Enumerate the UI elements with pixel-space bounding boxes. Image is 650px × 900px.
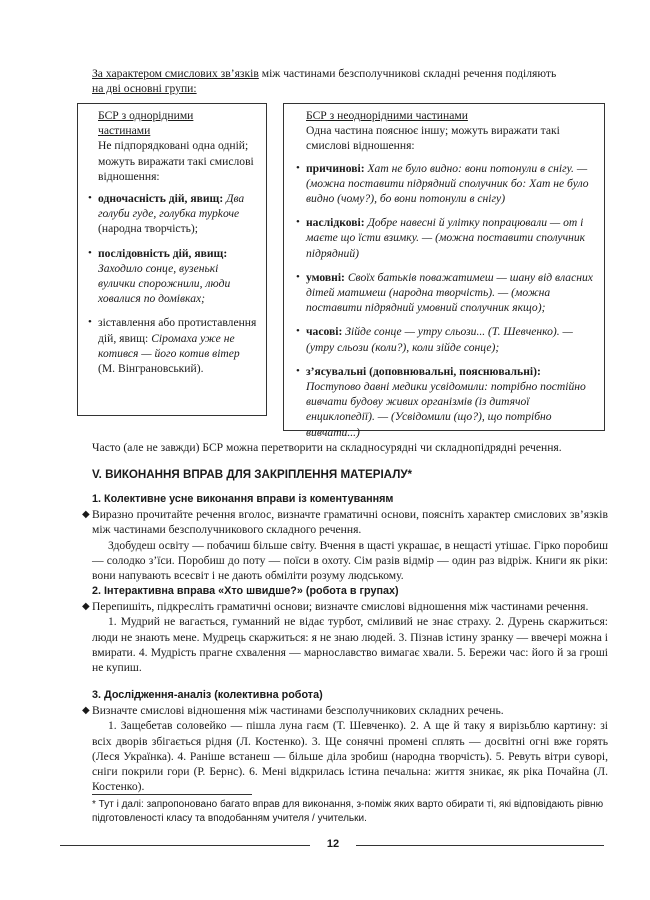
list-item xyxy=(294,215,594,261)
bullet-icon: • xyxy=(296,216,300,229)
bullet-icon: • xyxy=(296,325,300,338)
item-term: причинові: xyxy=(306,161,365,175)
exercise-2-title: 2. Інтерактивна вправа «Хто швидше?» (робота в групах) xyxy=(92,585,399,597)
box-left-desc: Не підпорядковані одна одній; можуть виражати такі смислові відношення: xyxy=(98,139,254,183)
bullet-icon: • xyxy=(296,364,300,377)
item-term: одночасність дій, явищ: xyxy=(98,192,224,206)
list-item xyxy=(294,364,594,440)
exercise-2 xyxy=(82,584,608,675)
page-number: 12 xyxy=(326,838,340,850)
exercise-3-title: 3. Дослідження-аналіз (колективна робота) xyxy=(92,689,323,701)
item-body: Хат не було видно: вони потонули в снігу. — (можна поставити підрядний сполучник бо: Хат не було видно (чому?), бо вони потонули в снігу) xyxy=(306,161,589,206)
item-body: Зійде сонце — утру сльози... (Т. Шевченко). — (утру сльози (коли?), коли зійде сонце); xyxy=(306,325,573,354)
bullet-icon: • xyxy=(88,316,92,329)
list-item xyxy=(86,191,258,237)
exercise-1-text: Здобудеш освіту — побачиш більше світу. Вчення в щасті украшає, в нещасті утішає. Гірко поробиш — солодко з’їси. Поробиш до поту — поїси в охоту. Сім разів відмір — один раз відріж. Книги як ріки: вони напувають всесвіт і не дають обміліти розуму людському. xyxy=(92,538,608,583)
list-item xyxy=(294,270,594,316)
box-right-desc: Одна частина пояснює іншу; можуть виражати такі смислові відношення: xyxy=(306,124,560,153)
exercise-3-task-text: Визначте смислові відношення між частинами безсполучникових складних речень. xyxy=(92,704,504,718)
list-item xyxy=(86,246,258,307)
intro-paragraph xyxy=(92,66,608,96)
item-example: Сіромаха уже не котився — його котив вітер xyxy=(98,331,240,360)
exercise-3 xyxy=(82,688,608,794)
item-source: (народна творчість); xyxy=(98,222,199,236)
diamond-icon: ◆ xyxy=(82,705,90,717)
exercise-2-task xyxy=(82,599,608,614)
footnote: * Тут і далі: запропоновано багато вправ для виконання, з-поміж яких варто обирати ті, які відповідають рівню підготовленості класу та вподобанням учителя / учительки. xyxy=(92,799,604,824)
list-item xyxy=(86,315,258,376)
box-right-list xyxy=(294,161,594,440)
box-left-list xyxy=(86,191,258,376)
box-right-title: БСР з неоднорідними частинами xyxy=(306,109,468,122)
bullet-icon: • xyxy=(88,246,92,259)
box-homogeneous xyxy=(77,103,267,416)
exercise-2-text: 1. Мудрий не вагається, гуманний не відає турбот, сміливий не знає страху. 2. Дурень скаржиться: люди не знають мене. Мудрець скаржиться: я не знаю людей. 3. Пізнав істину зранку — ввечері можна і вмирати. 4. Мудрість прагне схвалення — марнославство вимагає хвали. 5. Бережи час: його й за гроші не купиш. xyxy=(92,615,608,675)
list-item xyxy=(294,324,594,354)
diamond-icon: ◆ xyxy=(82,509,90,521)
item-body: Своїх батьків поважатимеш — шану від власних дітей матимеш (народна творчість). — (можна поставити підрядний умовний сполучник якщо); xyxy=(306,270,593,315)
box-heterogeneous xyxy=(283,103,605,439)
box-right-header xyxy=(294,108,594,154)
exercise-3-text: 1. Защебетав соловейко — пішла луна гаєм (Т. Шевченко). 2. А ще й таку я вирізьблю картину: зі всіх дворів збігається рідня (Л. Костенко). 3. Ще сонячні промені сплять — досвітні огні вже горять (Леся Українка). 4. Раніше встанеш — більше діла зробиш (народна творчість). 5. Ревуть вітри суворі, сніги покрили гори (Р. Бернс). 6. Мені відкрилась істина печальна: життя зникає, як ріка Почайна (Л. Костенко). xyxy=(92,719,608,794)
item-body: Поступово давні медики усвідомили: потрібно постійно вивчати будову живих організмів (із дитячої енциклопедії). — (Усвідомили (що?), що потрібно вивчати...) xyxy=(306,380,586,439)
item-example: Заходило сонце, вузенькі вулички спорожнили, люди ховалися по домівках; xyxy=(98,261,231,306)
exercise-1-title: 1. Колективне усне виконання вправи із коментуванням xyxy=(92,493,394,505)
box-left-header xyxy=(86,108,258,184)
exercise-1 xyxy=(82,492,608,583)
exercise-1-task-text: Виразно прочитайте речення вголос, визначте граматичні основи, поясніть характер смислових зв’язків між частинами безсполучникового складного речення. xyxy=(92,508,608,537)
diamond-icon: ◆ xyxy=(82,601,90,613)
item-example: Два голуби гуде, голубка турkоче xyxy=(98,192,245,221)
bullet-icon: • xyxy=(296,270,300,283)
footer-rule-left xyxy=(60,845,310,846)
item-source: (М. Вінграновський). xyxy=(98,362,204,376)
exercise-3-task xyxy=(82,703,608,718)
item-term: з’ясувальні (доповнювальні, пояснювальні): xyxy=(306,364,541,378)
footer-rule-right xyxy=(356,845,604,846)
bullet-icon: • xyxy=(296,161,300,174)
footnote-divider xyxy=(92,794,252,795)
intro-underlined: За характером смислових зв’язків xyxy=(92,67,259,80)
intro-rest: між частинами безсполучникові складні речення поділяють xyxy=(258,67,557,80)
item-term: умовні: xyxy=(306,270,345,284)
after-box-note: Часто (але не завжди) БСР можна перетворити на складносурядні чи складнопідрядні речення. xyxy=(92,441,562,454)
item-term: зіставлення або протиставлення дій, явищ: xyxy=(98,316,257,345)
exercise-1-task xyxy=(82,507,608,537)
box-left-title: БСР з однорідними частинами xyxy=(98,109,194,138)
list-item xyxy=(294,161,594,207)
item-term: послідовність дій, явищ: xyxy=(98,246,228,260)
item-term: часові: xyxy=(306,325,343,339)
exercise-2-task-text: Перепишіть, підкресліть граматичні основи; визначте смислові відношення між частинами речення. xyxy=(92,600,589,614)
intro-line2: на дві основні групи: xyxy=(92,82,197,96)
item-term: наслідкові: xyxy=(306,216,365,230)
section-title: V. ВИКОНАННЯ ВПРАВ ДЛЯ ЗАКРІПЛЕННЯ МАТЕРІАЛУ* xyxy=(92,468,413,481)
item-body: Добре навесні й улітку попрацювали — от і маєте що їсти взимку. — (можна поставити сполучник підрядний) xyxy=(306,216,586,260)
bullet-icon: • xyxy=(88,192,92,205)
